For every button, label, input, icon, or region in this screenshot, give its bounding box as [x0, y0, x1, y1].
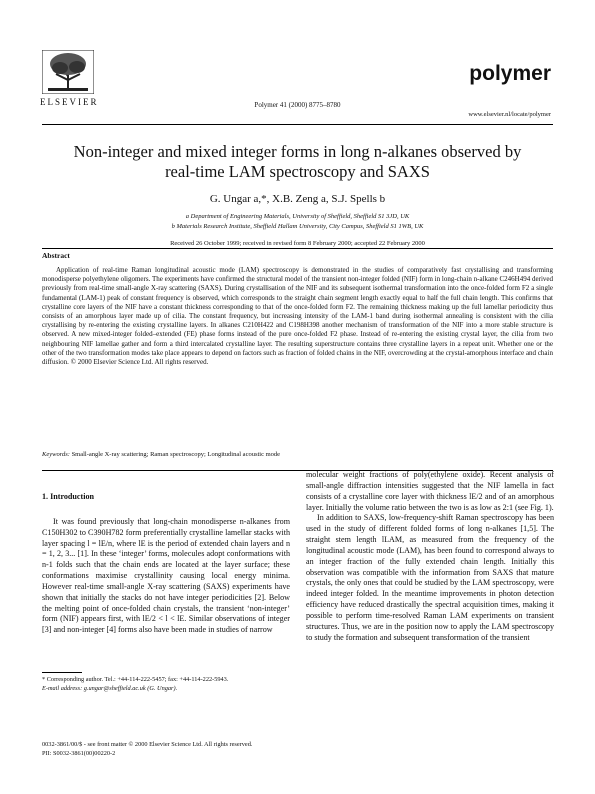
intro-paragraph-3: In addition to SAXS, low-frequency-shift Raman spectroscopy has been used in the study of different folded forms of long n-alkanes [1,5]. The straight stem length lLAM, as measured from the frequency of the longitudinal acoustic mode (LAM), has been found to correspond always to an integer fraction of the fully extended chain length. Initially this observation was compatible with the information from SAXS that mature crystals, the only ones that could be studied by the LAM spectroscopy, were indeed integer folded. In the meantime improvements in photon detection efficiency have reduced drastically the spectral acquisition times, making it possible to perform time-resolved Raman LAM experiments on transient structures. Thus, we are in the position now to apply the LAM spectroscopy to study the formation and subsequent transformation of the transient — [306, 513, 554, 642]
intro-paragraph-2: molecular weight fractions of poly(ethylene oxide). Recent analysis of small-angle diffraction intensities suggested that the NIF lamella in fact consists of a crystalline core layer with thickness lE/2 and of an amorphous layer. Initially the volume ratio between the two is as low as 2:1 (see Fig. 1). — [306, 470, 554, 512]
publisher-name: ELSEVIER — [40, 97, 99, 107]
footnote-rule — [42, 672, 82, 673]
left-column — [42, 492, 290, 636]
header-divider — [42, 124, 553, 125]
keywords-list: Small-angle X-ray scattering; Raman spectroscopy; Longitudinal acoustic mode — [71, 451, 281, 458]
right-column — [306, 470, 554, 644]
copyright-line: 0032-3861/00/$ - see front matter © 2000 Elsevier Science Ltd. All rights reserved. — [42, 741, 253, 748]
abstract-top-rule — [42, 248, 553, 249]
affiliation-b: b Materials Research Institute, Sheffield Hallam University, City Campus, Sheffield S1 1WB, UK — [171, 222, 424, 230]
journal-url[interactable]: www.elsevier.nl/locate/polymer — [468, 111, 551, 118]
journal-logo: polymer — [469, 62, 551, 85]
article-title — [40, 142, 555, 182]
affiliation-a: a Department of Engineering Materials, University of Sheffield, Sheffield S1 3JD, UK — [185, 213, 410, 220]
intro-paragraph-1: It was found previously that long-chain monodisperse n-alkanes from C150H302 to C390H782 form preferentially crystalline lamellar stacks with layer spacing l = lE/n, where lE is the period of extended chain layers and n = 1, 2, 3... [1]. In these ‘integer’ forms, molecules adopt conformations with n-1 folds such that the chain ends are located at the layer surface; these conformations maximise crystallinity causing local energy minima. However real-time small-angle X-ray scattering (SAXS) experiments have shown that initially the stacks do not have integer periodicities [2]. Below the melting point of once-folded chain crystals, the transient ‘non-integer’ form (NIF) appears first, with lE/2 < l < lE. Similar observations of integer [3] and non-integer [4] forms also have been made in studies of narrow — [42, 516, 290, 635]
corresponding-author-note: * Corresponding author. Tel.: +44-114-222-5457; fax: +44-114-222-5943. — [42, 676, 229, 683]
abstract-heading: Abstract — [42, 251, 70, 260]
title-line-2: real-time LAM spectroscopy and SAXS — [165, 162, 430, 181]
elsevier-tree-logo — [42, 50, 94, 94]
journal-reference: Polymer 41 (2000) 8775–8780 — [254, 101, 341, 109]
section-heading: 1. Introduction — [42, 492, 95, 501]
footnote — [42, 676, 290, 693]
keywords-label: Keywords: — [42, 451, 70, 458]
abstract-text: Application of real-time Raman longitudinal acoustic mode (LAM) spectroscopy is demonstrated in the studies of comparatively fast crystallising and transforming monodisperse polyethylene oligomers. The experiments have confirmed the structural model of the transient non-integer folded (NIF) form in long-chain n-alkane C246H494 derived previously from real-time small-angle X-ray scattering (SAXS). During crystallisation of the NIF and its subsequent isothermal transformation into the once-folded form F2 a single fundamental (LAM-1) peak of constant frequency is observed, which corresponds to the straight chain segment length exactly equal to half the full chain length. This confirms that crystalline core layers of the NIF have a constant thickness corresponding to that of the once-folded form F2. The remaining thickness making up the full lamellar periodicity thus consists of an amorphous layer made up of cilia. The constant frequency, but increasing intensity of the LAM-1 band during isothermal annealing is consistent with the cilia crystallising by re-entering the existing crystalline layers. In alkanes C210H422 and C198H398 another mechanism of transformation of the NIF into a more stable structure is observed. A new mixed-integer folded–extended (FE) phase forms instead of the pure once-folded F2 phase. Instead of re-entering the existing crystal layer, the cilia from two neighbouring NIF lamellae gather and form a third intercalated crystalline layer. The resulting superstructure contains three crystalline layers in a repeat unit. Whether one or the other of the two transformation modes take place appears to depend on factors such as fraction of folded chains in the NIF, overcrowding at the crystal-amorphous interface and chain diffusion. © 2000 Elsevier Science Ltd. All rights reserved. — [42, 266, 553, 367]
keywords — [42, 451, 553, 458]
author-list: G. Ungar a,*, X.B. Zeng a, S.J. Spells b — [209, 193, 386, 205]
copyright-block — [42, 740, 252, 758]
title-line-1: Non-integer and mixed integer forms in long n-alkanes observed by — [73, 142, 522, 161]
affiliations — [0, 212, 595, 231]
email-note[interactable]: E-mail address: g.ungar@sheffield.ac.uk (G. Ungar). — [42, 684, 178, 692]
pii-line: PII: S0032-3861(00)00220-2 — [42, 750, 116, 757]
received-dates: Received 26 October 1999; received in revised form 8 February 2000; accepted 22 February 2000 — [170, 240, 425, 247]
